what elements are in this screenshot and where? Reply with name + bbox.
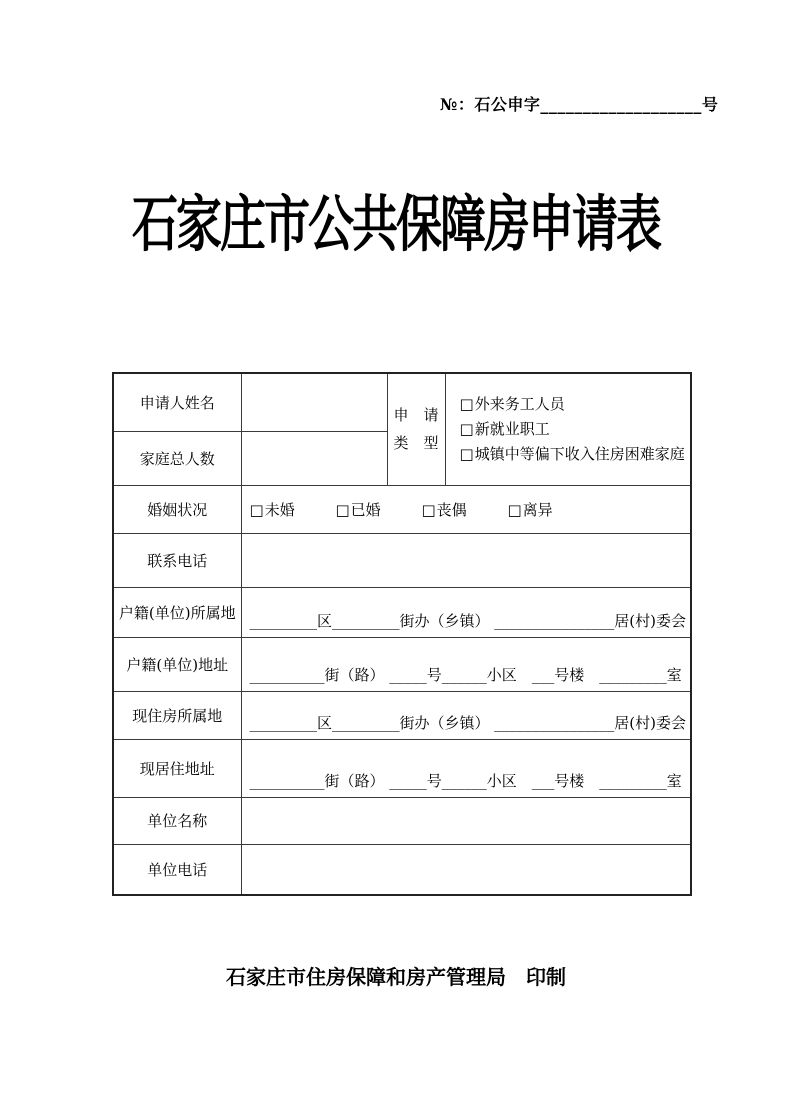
marital-status-options <box>241 485 691 533</box>
input-hukou-address[interactable]: __________街（路） _____号______小区 ___号楼 _________室 <box>241 637 691 691</box>
checkbox-icon: □ <box>421 500 436 519</box>
label-current-address: 现居住地址 <box>113 739 241 797</box>
input-applicant-name[interactable] <box>241 373 387 431</box>
checkbox-icon: □ <box>459 444 474 463</box>
option-married[interactable] <box>335 499 380 520</box>
footer-publisher: 石家庄市住房保障和房产管理局 印制 <box>226 965 566 989</box>
label-hukou-address: 户籍(单位)地址 <box>113 637 241 691</box>
application-form-table <box>112 372 692 896</box>
input-current-area[interactable]: _________区_________街办（乡镇） ________________居(村)委会 <box>241 691 691 739</box>
label-marital-status: 婚姻状况 <box>113 485 241 533</box>
checkbox-icon: □ <box>507 500 522 519</box>
option-low-income-family[interactable] <box>460 442 690 467</box>
label-employer-phone: 单位电话 <box>113 844 241 895</box>
input-current-address[interactable]: __________街（路） _____号______小区 ___号楼 _________室 <box>241 739 691 797</box>
checkbox-icon: □ <box>249 500 264 519</box>
row-employer-phone <box>113 844 691 895</box>
option-label: 城镇中等偏下收入住房困难家庭 <box>474 444 685 463</box>
option-widowed[interactable] <box>421 499 466 520</box>
application-type-options <box>445 373 691 485</box>
row-hukou-area <box>113 587 691 637</box>
label-contact-phone: 联系电话 <box>113 533 241 587</box>
row-marital-status <box>113 485 691 533</box>
option-migrant-worker[interactable] <box>460 392 690 417</box>
label-employer-name: 单位名称 <box>113 797 241 844</box>
label-applicant-name: 申请人姓名 <box>113 373 241 431</box>
checkbox-icon: □ <box>459 419 474 438</box>
row-employer-name <box>113 797 691 844</box>
label-application-type-line1: 申 请 <box>393 406 439 425</box>
row-contact-phone <box>113 533 691 587</box>
option-unmarried[interactable] <box>250 499 295 520</box>
input-employer-phone[interactable] <box>241 844 691 895</box>
label-application-type-line2: 类 型 <box>393 434 439 453</box>
option-label: 离异 <box>522 500 553 519</box>
label-current-area: 现住房所属地 <box>113 691 241 739</box>
input-employer-name[interactable] <box>241 797 691 844</box>
option-label: 丧偶 <box>436 500 467 519</box>
row-applicant-name <box>113 373 691 431</box>
label-hukou-area: 户籍(单位)所属地 <box>113 587 241 637</box>
row-hukou-address <box>113 637 691 691</box>
input-family-size[interactable] <box>241 431 387 485</box>
checkbox-icon: □ <box>335 500 350 519</box>
row-current-address <box>113 739 691 797</box>
option-label: 未婚 <box>264 500 295 519</box>
label-family-size: 家庭总人数 <box>113 431 241 485</box>
checkbox-icon: □ <box>459 394 474 413</box>
option-label: 外来务工人员 <box>474 394 565 413</box>
row-current-area <box>113 691 691 739</box>
option-divorced[interactable] <box>507 499 552 520</box>
option-new-employee[interactable] <box>460 417 690 442</box>
option-label: 已婚 <box>350 500 381 519</box>
label-application-type <box>387 373 445 485</box>
input-hukou-area[interactable]: _________区_________街办（乡镇） ________________居(村)委会 <box>241 587 691 637</box>
page-title: 石家庄市公共保障房申请表 <box>132 188 660 260</box>
serial-number-line: №：石公申字___________________号 <box>440 95 719 114</box>
option-label: 新就业职工 <box>474 419 550 438</box>
input-contact-phone[interactable] <box>241 533 691 587</box>
